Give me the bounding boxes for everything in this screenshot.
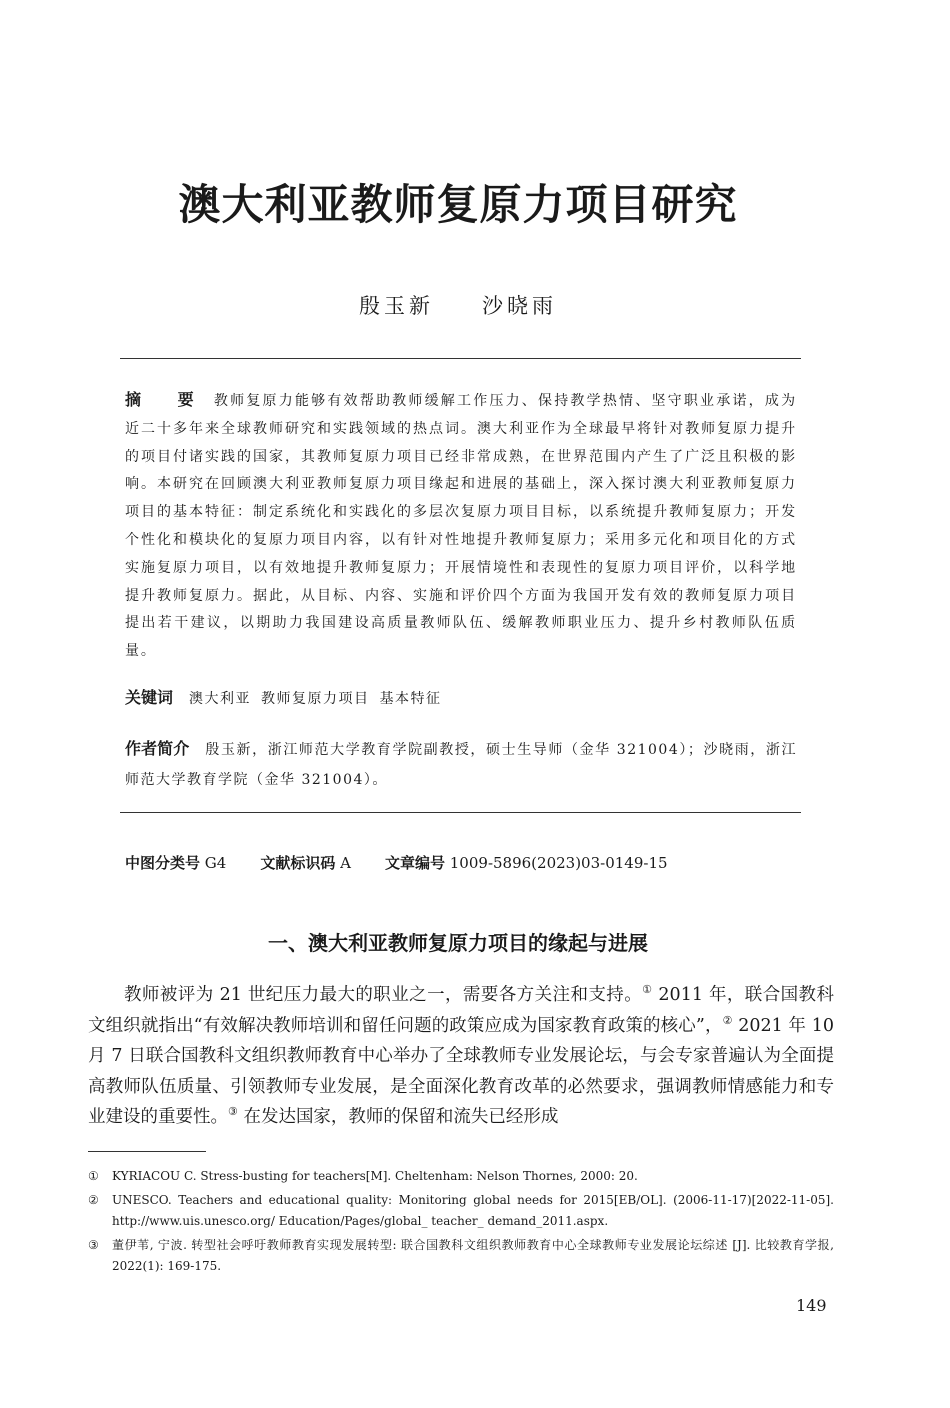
author-line — [0, 290, 916, 320]
keyword: 教师复原力项目 — [261, 691, 370, 707]
body-text-segment: 2021 年 10 月 7 日联合国教科文组织教师教育中心举办了全球教师专业发展论坛，与会专家普遍认为全面提高教师队伍质量、引领教师专业发展，是全面深化教育改革的必然要求，强调教师情感能力和专业建设的重要性。 — [88, 1015, 834, 1127]
abstract-text: 教师复原力能够有效帮助教师缓解工作压力、保持教学热情、坚守职业承诺，成为近二十多年来全球教师研究和实践领域的热点词。澳大利亚作为全球最早将针对教师复原力提升的项目付诸实践的国家，其教师复原力项目已经非常成熟，在世界范围内产生了广泛且积极的影响。本研究在回顾澳大利亚教师复原力项目缘起和进展的基础上，深入探讨澳大利亚教师复原力项目的基本特征：制定系统化和实践化的多层次复原力项目目标，以系统提升教师复原力；开发个性化和模块化的复原力项目内容，以有针对性地提升教师复原力；采用多元化和项目化的方式实施复原力项目，以有效地提升教师复原力；开展情境性和表现性的复原力项目评价，以科学地提升教师复原力。据此，从目标、内容、实施和评价四个方面为我国开发有效的教师复原力项目提出若干建议，以期助力我国建设高质量教师队伍、缓解教师职业压力、提升乡村教师队伍质量。 — [125, 393, 797, 660]
page-number: 149 — [796, 1296, 827, 1315]
footnote-text: 董伊苇, 宁波. 转型社会呼吁教师教育实现发展转型: 联合国教科文组织教师教育中心全球教师专业发展论坛综述 [J]. 比较教育学报, 2022(1): 169-175. — [112, 1237, 834, 1273]
footnotes — [88, 1166, 834, 1280]
author-intro — [125, 734, 797, 795]
footnote-ref[interactable]: ③ — [228, 1105, 238, 1119]
footnote-item — [88, 1166, 834, 1188]
body-paragraph — [88, 980, 834, 1133]
section-heading: 一、澳大利亚教师复原力项目的缘起与进展 — [268, 931, 648, 955]
clc-label: 中图分类号 — [125, 854, 201, 872]
top-divider — [120, 358, 801, 359]
article-no-value: 1009-5896(2023)03-0149-15 — [449, 854, 668, 872]
author-name: 殷玉新 — [359, 294, 434, 318]
article-title: 澳大利亚教师复原力项目研究 — [178, 180, 738, 229]
abstract-label: 摘 要 — [125, 390, 204, 409]
body-text-segment: 2011 年，联合国教科文组织就指出“有效解决教师培训和留任问题的政策应成为国家教育政策的核心”， — [88, 985, 834, 1036]
footnote-mark: ③ — [88, 1237, 99, 1252]
footnote-ref[interactable]: ② — [722, 1013, 733, 1027]
article-no-label: 文章编号 — [384, 854, 445, 872]
keyword: 澳大利亚 — [189, 691, 252, 707]
author-intro-label: 作者简介 — [125, 739, 190, 758]
footnote-item — [88, 1190, 834, 1233]
classification-line — [125, 850, 825, 876]
footnote-divider — [88, 1151, 206, 1152]
clc-value: G4 — [204, 854, 227, 872]
doc-code-label: 文献标识码 — [260, 854, 336, 872]
keywords — [125, 684, 797, 713]
footnote-ref[interactable]: ① — [642, 983, 653, 997]
author-intro-text: 殷玉新，浙江师范大学教育学院副教授，硕士生导师（金华 321004）；沙晓雨，浙江师范大学教育学院（金华 321004）。 — [125, 742, 797, 788]
doc-code-value: A — [340, 854, 351, 872]
abstract — [125, 386, 797, 666]
keyword: 基本特征 — [379, 691, 442, 707]
keywords-label: 关键词 — [125, 688, 174, 707]
footnote-text: UNESCO. Teachers and educational quality: Monitoring global needs for 2015[EB/OL]. (2006-11-17)[2022-11-05]. http://www.uis.unesco.org/ Education/Pages/global_ teacher_ demand_2011.aspx. — [112, 1192, 834, 1228]
body-text-segment: 在发达国家，教师的保留和流失已经形成 — [237, 1107, 559, 1127]
footnote-item — [88, 1235, 834, 1278]
body-text-segment: 教师被评为 21 世纪压力最大的职业之一，需要各方关注和支持。 — [124, 985, 643, 1005]
footnote-text: KYRIACOU C. Stress-busting for teachers[M]. Cheltenham: Nelson Thornes, 2000: 20. — [112, 1169, 638, 1183]
footnote-mark: ① — [88, 1169, 99, 1183]
author-name: 沙晓雨 — [482, 294, 557, 318]
footnote-mark: ② — [88, 1192, 99, 1207]
bottom-divider — [120, 812, 801, 813]
